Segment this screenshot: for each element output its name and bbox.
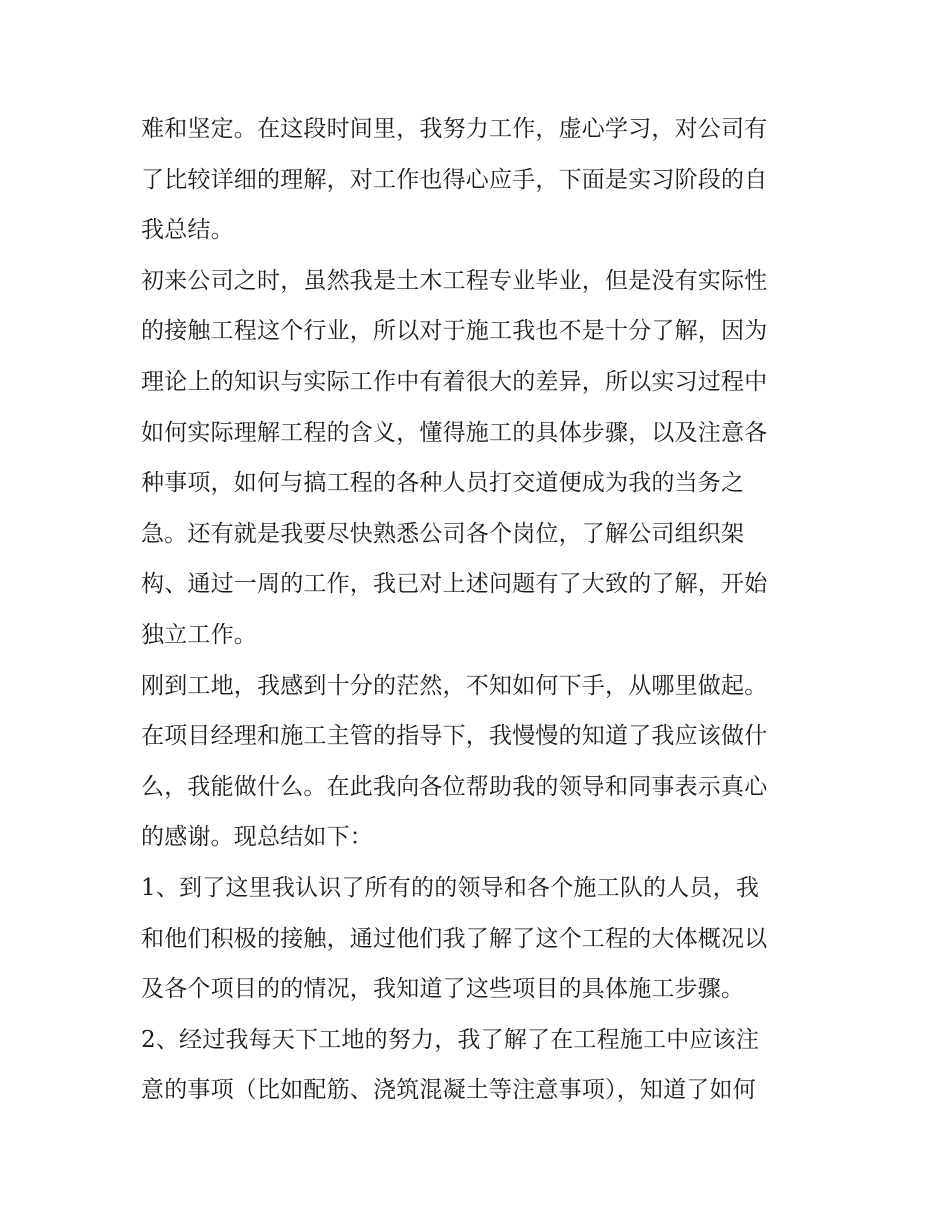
text-line: 意的事项（比如配筋、浇筑混凝土等注意事项），知道了如何 <box>141 1077 756 1104</box>
text-line: 如何实际理解工程的含义，懂得施工的具体步骤，以及注意各 <box>141 419 768 446</box>
text-line: 种事项，如何与搞工程的各种人员打交道便成为我的当务之 <box>141 470 745 497</box>
text-line: 及各个项目的的情况，我知道了这些项目的具体施工步骤。 <box>141 976 745 1003</box>
document-body <box>141 104 821 1116</box>
text-line: 了比较详细的理解，对工作也得心应手，下面是实习阶段的自 <box>141 166 768 193</box>
text-line: 2、经过我每天下工地的努力，我了解了在工程施工中应该注 <box>141 1026 760 1053</box>
text-line: 急。还有就是我要尽快熟悉公司各个岗位，了解公司组织架 <box>141 520 745 547</box>
text-line: 的接触工程这个行业，所以对于施工我也不是十分了解，因为 <box>141 318 768 345</box>
text-line: 初来公司之时，虽然我是土木工程专业毕业，但是没有实际性 <box>141 267 768 294</box>
text-line: 刚到工地，我感到十分的茫然，不知如何下手，从哪里做起。 <box>141 672 768 699</box>
text-line: 和他们积极的接触，通过他们我了解了这个工程的大体概况以 <box>141 925 768 952</box>
text-line: 的感谢。现总结如下： <box>141 824 373 851</box>
text-line: 我总结。 <box>141 217 234 244</box>
text-line: 么，我能做什么。在此我向各位帮助我的领导和同事表示真心 <box>141 773 768 800</box>
text-line: 理论上的知识与实际工作中有着很大的差异，所以实习过程中 <box>141 368 768 395</box>
text-line: 构、通过一周的工作，我已对上述问题有了大致的了解，开始 <box>141 571 768 598</box>
text-line: 在项目经理和施工主管的指导下，我慢慢的知道了我应该做什 <box>141 723 768 750</box>
text-line: 难和坚定。在这段时间里，我努力工作，虚心学习，对公司有 <box>141 116 768 142</box>
text-line: 1、到了这里我认识了所有的的领导和各个施工队的人员，我 <box>141 874 760 901</box>
text-line: 独立工作。 <box>141 621 257 648</box>
